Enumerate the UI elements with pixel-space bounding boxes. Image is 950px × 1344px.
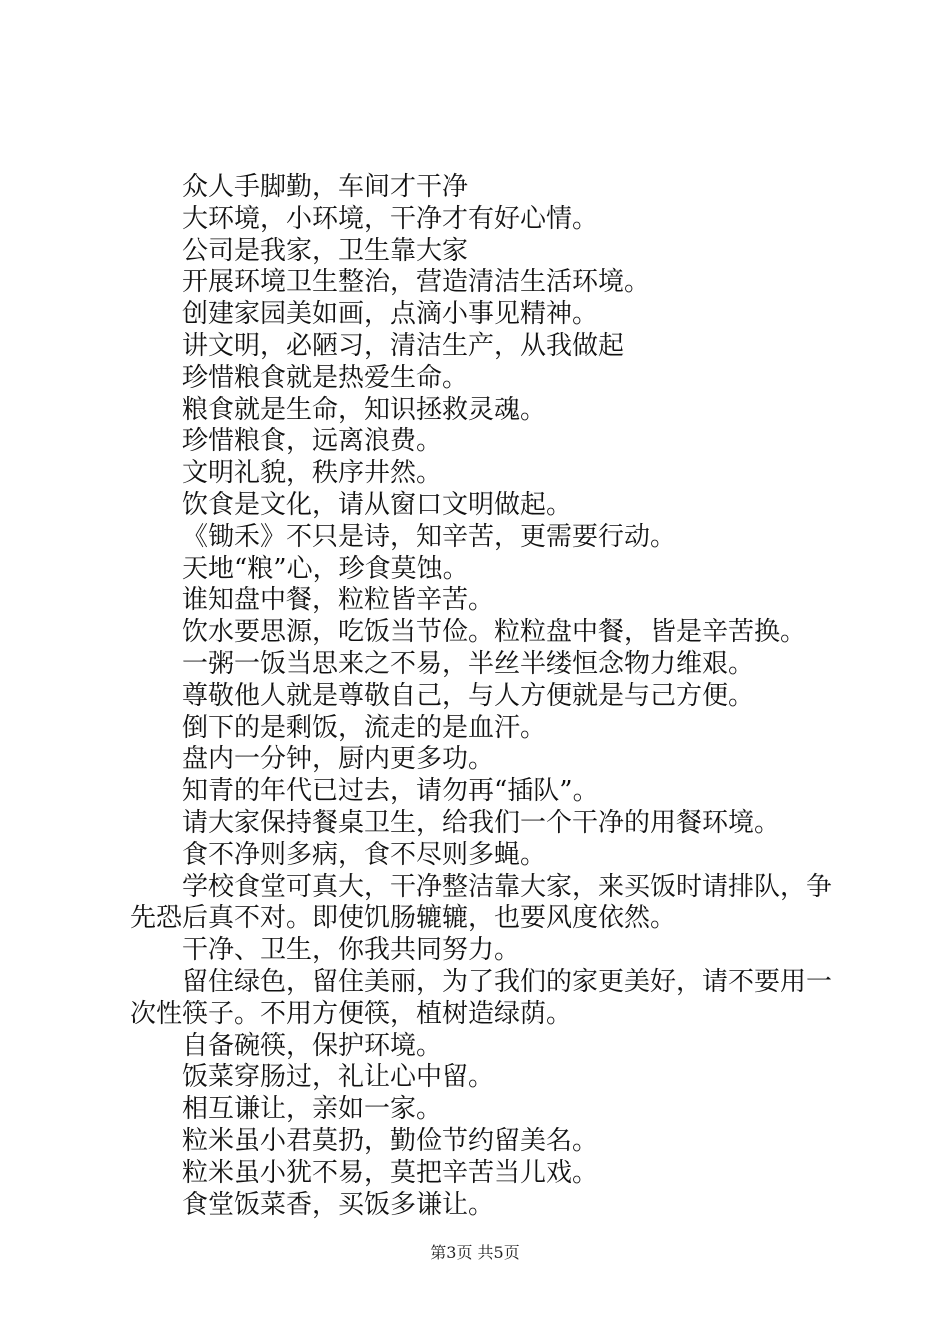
text-line: 珍惜粮食，远离浪费。	[182, 426, 443, 457]
text-line: 大环境，小环境，干净才有好心情。	[182, 203, 599, 234]
text-line: 饮食是文化，请从窗口文明做起。	[182, 489, 573, 520]
text-line: 开展环境卫生整治，营造清洁生活环境。	[182, 267, 651, 298]
text-line: 尊敬他人就是尊敬自己，与人方便就是与己方便。	[182, 680, 755, 711]
text-line: 倒下的是剩饭，流走的是血汗。	[182, 712, 547, 743]
document-body	[130, 172, 832, 1221]
text-line: 粒米虽小犹不易，莫把辛苦当儿戏。	[182, 1157, 599, 1188]
text-line: 粮食就是生命，知识拯救灵魂。	[182, 394, 547, 425]
text-line: 公司是我家，卫生靠大家	[182, 235, 469, 266]
text-line: 盘内一分钟，厨内更多功。	[182, 744, 495, 775]
text-line: 讲文明，必陋习，清洁生产，从我做起	[182, 330, 625, 361]
text-paragraph: 学校食堂可真大，干净整洁靠大家，来买饭时请排队，争先恐后真不对。即使饥肠辘辘，也要风度依然。	[130, 871, 833, 934]
text-line: 自备碗筷，保护环境。	[182, 1030, 443, 1061]
text-line: 众人手脚勤，车间才干净	[182, 172, 469, 202]
text-line: 知青的年代已过去，请勿再“插队”。	[182, 776, 599, 807]
text-paragraph: 留住绿色，留住美丽，为了我们的家更美好，请不要用一次性筷子。不用方便筷，植树造绿荫。	[130, 966, 833, 1029]
page-number-footer: 第3页 共5页	[430, 1243, 520, 1262]
text-line: 谁知盘中餐，粒粒皆辛苦。	[182, 585, 495, 616]
text-line: 创建家园美如画，点滴小事见精神。	[182, 299, 599, 330]
text-line: 《锄禾》不只是诗，知辛苦，更需要行动。	[182, 521, 677, 552]
text-line: 食堂饭菜香，买饭多谦让。	[182, 1189, 495, 1220]
text-line: 一粥一饭当思来之不易，半丝半缕恒念物力维艰。	[182, 648, 755, 679]
text-line: 干净、卫生，你我共同努力。	[182, 935, 521, 966]
text-line: 文明礼貌，秩序井然。	[182, 458, 443, 489]
text-line: 饭菜穿肠过，礼让心中留。	[182, 1062, 495, 1093]
text-line: 请大家保持餐桌卫生，给我们一个干净的用餐环境。	[182, 807, 781, 838]
text-line: 相互谦让，亲如一家。	[182, 1094, 443, 1125]
text-line: 天地“粮”心，珍食莫蚀。	[182, 553, 469, 584]
text-line: 粒米虽小君莫扔，勤俭节约留美名。	[182, 1125, 599, 1156]
text-line: 珍惜粮食就是热爱生命。	[182, 362, 469, 393]
text-line: 饮水要思源，吃饭当节俭。粒粒盘中餐，皆是辛苦换。	[182, 617, 807, 648]
text-line: 食不净则多病，食不尽则多蝇。	[182, 839, 547, 870]
